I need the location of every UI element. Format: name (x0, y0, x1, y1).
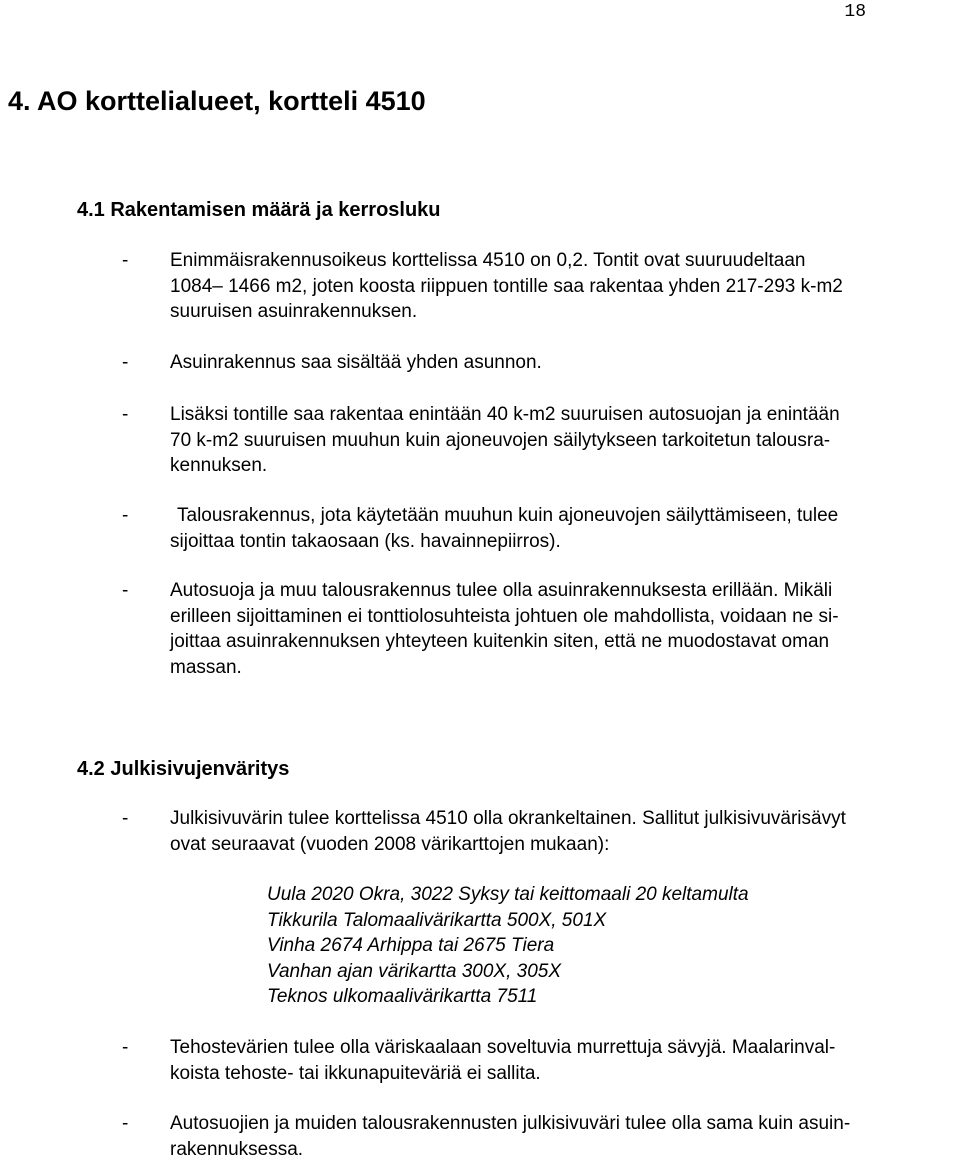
list-bullet: - (122, 1111, 128, 1137)
color-list-item: Uula 2020 Okra, 3022 Syksy tai keittomaali 20 keltamulta (267, 882, 749, 908)
color-list-item: Teknos ulkomaalivärikartta 7511 (267, 984, 749, 1010)
section-heading-4-1: 4.1 Rakentamisen määrä ja kerrosluku (77, 199, 441, 222)
page-number: 18 (0, 2, 866, 22)
item-text-line: 1084– 1466 m2, joten koosta riippuen tontille saa rakentaa yhden 217-293 k-m2 (170, 274, 960, 300)
list-item (122, 503, 960, 554)
item-text-line: ovat seuraavat (vuoden 2008 värikarttojen mukaan): (170, 832, 960, 858)
item-text-line: massan. (170, 655, 960, 681)
list-bullet: - (122, 1035, 128, 1061)
item-text-line: Asuinrakennus saa sisältää yhden asunnon. (170, 350, 960, 376)
list-bullet: - (122, 578, 128, 604)
list-bullet: - (122, 503, 128, 529)
color-list-item: Tikkurila Talomaalivärikartta 500X, 501X (267, 908, 749, 934)
color-list-item: Vanhan ajan värikartta 300X, 305X (267, 959, 749, 985)
list-item (122, 402, 960, 479)
list-item (122, 806, 960, 857)
item-text-line: Enimmäisrakennusoikeus korttelissa 4510 on 0,2. Tontit ovat suuruudeltaan (170, 248, 960, 274)
color-list (267, 882, 749, 1010)
item-text-line: Autosuoja ja muu talousrakennus tulee olla asuinrakennuksesta erillään. Mikäli (170, 578, 960, 604)
item-text-line: sijoittaa tontin takaosaan (ks. havainnepiirros). (170, 529, 960, 555)
list-bullet: - (122, 806, 128, 832)
list-item (122, 578, 960, 680)
list-bullet: - (122, 248, 128, 274)
list-bullet: - (122, 402, 128, 428)
item-text-line: joittaa asuinrakennuksen yhteyteen kuitenkin siten, että ne muodostavat oman (170, 629, 960, 655)
item-text-line: Tehostevärien tulee olla väriskaalaan soveltuvia murrettuja sävyjä. Maalarinval- (170, 1035, 960, 1061)
list-item (122, 1035, 960, 1086)
item-text-line: koista tehoste- tai ikkunapuiteväriä ei sallita. (170, 1061, 960, 1087)
item-text-line: Lisäksi tontille saa rakentaa enintään 40 k-m2 suuruisen autosuojan ja enintään (170, 402, 960, 428)
item-text-line: kennuksen. (170, 453, 960, 479)
item-text-line: rakennuksessa. (170, 1137, 960, 1162)
list-item (122, 1111, 960, 1162)
list-item (122, 248, 960, 325)
list-item (122, 350, 960, 376)
item-text-line: Talousrakennus, jota käytetään muuhun kuin ajoneuvojen säilyttämiseen, tulee (177, 503, 960, 529)
item-text-line: Autosuojien ja muiden talousrakennusten julkisivuväri tulee olla sama kuin asuin- (170, 1111, 960, 1137)
item-text-line: suuruisen asuinrakennuksen. (170, 299, 960, 325)
item-text-line: erilleen sijoittaminen ei tonttiolosuhteista johtuen ole mahdollista, voidaan ne si- (170, 604, 960, 630)
chapter-title: 4. AO korttelialueet, kortteli 4510 (8, 86, 426, 117)
item-text-line: 70 k-m2 suuruisen muuhun kuin ajoneuvojen säilytykseen tarkoitetun talousra- (170, 428, 960, 454)
item-text-line: Julkisivuvärin tulee korttelissa 4510 olla okrankeltainen. Sallitut julkisivuvärisävyt (170, 806, 960, 832)
color-list-item: Vinha 2674 Arhippa tai 2675 Tiera (267, 933, 749, 959)
list-bullet: - (122, 350, 128, 376)
section-heading-4-2: 4.2 Julkisivujenväritys (77, 758, 289, 781)
